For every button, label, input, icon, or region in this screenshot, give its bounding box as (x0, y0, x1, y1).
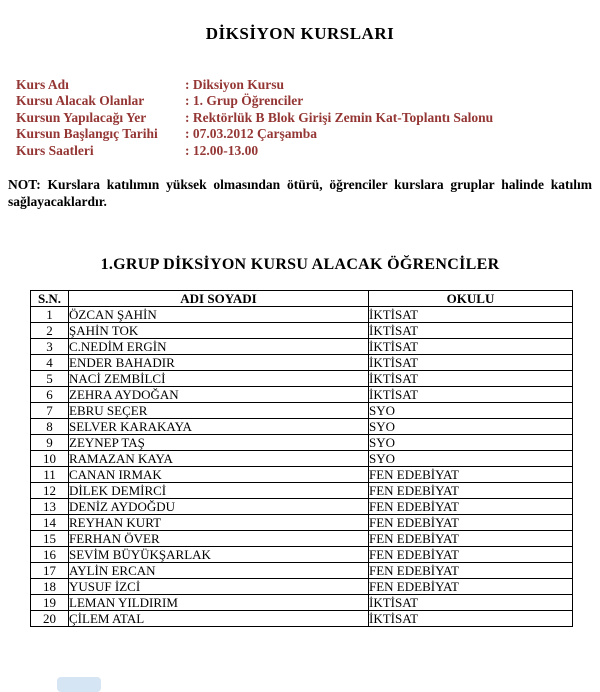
school-cell: SYO (369, 419, 573, 435)
table-row (31, 323, 573, 339)
sn-cell: 14 (31, 515, 69, 531)
school-cell: İKTİSAT (369, 595, 573, 611)
table-row (31, 371, 573, 387)
name-cell: SELVER KARAKAYA (69, 419, 369, 435)
name-cell: CANAN IRMAK (69, 467, 369, 483)
table-row (31, 403, 573, 419)
students-table (30, 290, 573, 627)
school-cell: SYO (369, 435, 573, 451)
sn-cell: 13 (31, 499, 69, 515)
table-row (31, 499, 573, 515)
sn-cell: 5 (31, 371, 69, 387)
sn-cell: 16 (31, 547, 69, 563)
school-cell: İKTİSAT (369, 611, 573, 627)
header-sn: S.N. (31, 291, 69, 307)
name-cell: SEVİM BÜYÜKŞARLAK (69, 547, 369, 563)
school-cell: İKTİSAT (369, 323, 573, 339)
name-cell: AYLİN ERCAN (69, 563, 369, 579)
sn-cell: 2 (31, 323, 69, 339)
course-info-row (16, 77, 600, 93)
table-row (31, 387, 573, 403)
name-cell: C.NEDİM ERGİN (69, 339, 369, 355)
table-row (31, 435, 573, 451)
name-cell: ZEYNEP TAŞ (69, 435, 369, 451)
course-info-label: Kurs Saatleri (16, 142, 94, 158)
school-cell: FEN EDEBİYAT (369, 579, 573, 595)
students-table-header-row (31, 291, 573, 307)
sn-cell: 9 (31, 435, 69, 451)
course-info-row (16, 110, 600, 126)
note-paragraph: NOT: Kurslara katılımın yüksek olmasından ötürü, öğrenciler kurslara gruplar halinde katılım sağlayacaklardır. (8, 177, 592, 209)
table-row (31, 547, 573, 563)
sn-cell: 20 (31, 611, 69, 627)
header-name: ADI SOYADI (69, 291, 369, 307)
course-info-label: Kursu Alacak Olanlar (16, 93, 145, 109)
course-info-row (16, 126, 600, 142)
sn-cell: 15 (31, 531, 69, 547)
school-cell: İKTİSAT (369, 339, 573, 355)
table-row (31, 419, 573, 435)
name-cell: EBRU SEÇER (69, 403, 369, 419)
page-title: DİKSİYON KURSLARI (205, 24, 395, 43)
sn-cell: 4 (31, 355, 69, 371)
name-cell: LEMAN YILDIRIM (69, 595, 369, 611)
school-cell: SYO (369, 403, 573, 419)
sn-cell: 7 (31, 403, 69, 419)
name-cell: ZEHRA AYDOĞAN (69, 387, 369, 403)
school-cell: İKTİSAT (369, 307, 573, 323)
school-cell: SYO (369, 451, 573, 467)
table-row (31, 451, 573, 467)
sn-cell: 3 (31, 339, 69, 355)
sn-cell: 8 (31, 419, 69, 435)
table-row (31, 483, 573, 499)
name-cell: REYHAN KURT (69, 515, 369, 531)
name-cell: ÇİLEM ATAL (69, 611, 369, 627)
course-info-label: Kursun Başlangıç Tarihi (16, 126, 158, 142)
table-row (31, 611, 573, 627)
course-info-block (0, 77, 600, 159)
school-cell: FEN EDEBİYAT (369, 467, 573, 483)
school-cell: FEN EDEBİYAT (369, 531, 573, 547)
school-cell: FEN EDEBİYAT (369, 483, 573, 499)
table-row (31, 579, 573, 595)
course-info-row (16, 143, 600, 159)
sn-cell: 6 (31, 387, 69, 403)
name-cell: DİLEK DEMİRCİ (69, 483, 369, 499)
bottom-left-blue-artifact (57, 677, 101, 692)
table-row (31, 307, 573, 323)
table-row (31, 563, 573, 579)
course-info-value: : 12.00-13.00 (185, 142, 259, 158)
name-cell: ŞAHİN TOK (69, 323, 369, 339)
course-info-value: : Diksiyon Kursu (185, 77, 285, 92)
course-info-row (16, 93, 600, 109)
sn-cell: 17 (31, 563, 69, 579)
sn-cell: 1 (31, 307, 69, 323)
name-cell: YUSUF İZCİ (69, 579, 369, 595)
name-cell: ENDER BAHADIR (69, 355, 369, 371)
table-row (31, 355, 573, 371)
school-cell: FEN EDEBİYAT (369, 547, 573, 563)
school-cell: FEN EDEBİYAT (369, 515, 573, 531)
header-school: OKULU (369, 291, 573, 307)
school-cell: İKTİSAT (369, 355, 573, 371)
course-info-value: : 07.03.2012 Çarşamba (185, 126, 317, 142)
name-cell: NACİ ZEMBİLCİ (69, 371, 369, 387)
sn-cell: 11 (31, 467, 69, 483)
table-row (31, 515, 573, 531)
name-cell: RAMAZAN KAYA (69, 451, 369, 467)
course-info-value: : Rektörlük B Blok Girişi Zemin Kat-Toplantı Salonu (185, 109, 494, 125)
table-row (31, 467, 573, 483)
school-cell: İKTİSAT (369, 387, 573, 403)
table-row (31, 339, 573, 355)
sn-cell: 10 (31, 451, 69, 467)
sn-cell: 12 (31, 483, 69, 499)
table-row (31, 531, 573, 547)
course-info-label: Kursun Yapılacağı Yer (16, 109, 147, 125)
name-cell: FERHAN ÖVER (69, 531, 369, 547)
section-title: 1.GRUP DİKSİYON KURSU ALACAK ÖĞRENCİLER (100, 256, 500, 274)
name-cell: ÖZCAN ŞAHİN (69, 307, 369, 323)
course-info-label: Kurs Adı (16, 77, 69, 92)
sn-cell: 19 (31, 595, 69, 611)
name-cell: DENİZ AYDOĞDU (69, 499, 369, 515)
students-table-body (31, 307, 573, 627)
course-info-value: : 1. Grup Öğrenciler (185, 93, 304, 109)
sn-cell: 18 (31, 579, 69, 595)
school-cell: FEN EDEBİYAT (369, 499, 573, 515)
school-cell: FEN EDEBİYAT (369, 563, 573, 579)
school-cell: İKTİSAT (369, 371, 573, 387)
table-row (31, 595, 573, 611)
